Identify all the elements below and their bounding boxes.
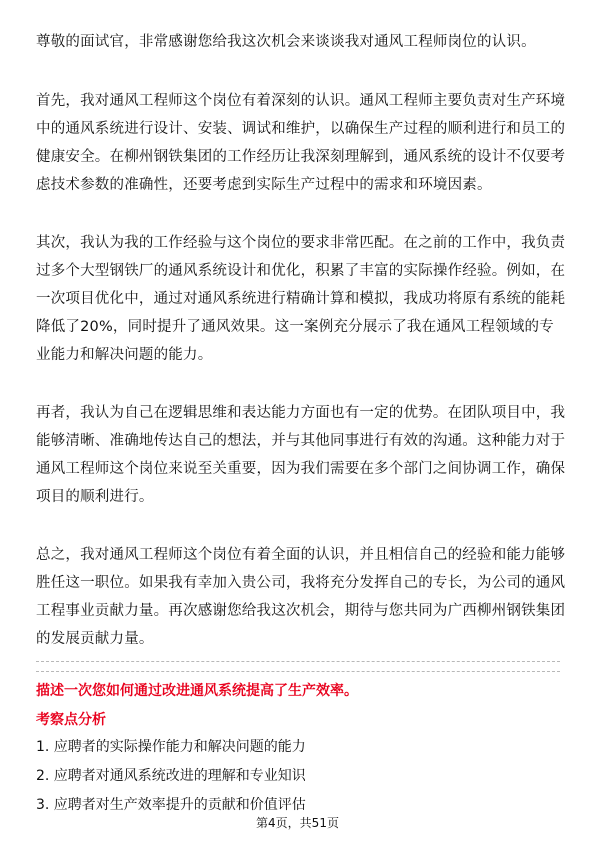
answer-paragraph-conclusion: 总之，我对通风工程师这个岗位有着全面的认识，并且相信自己的经验和能力能够胜任这一职位。如果我有幸加入贵公司，我将充分发挥自己的专长，为公司的通风工程事业贡献力量。再次感谢您给我这次机会，期待与您共同为广西柳州钢铁集团的发展贡献力量。 [36, 547, 566, 647]
interview-question: 描述一次您如何通过改进通风系统提高了生产效率。 [36, 683, 358, 699]
answer-paragraph-second: 其次，我认为我的工作经验与这个岗位的要求非常匹配。在之前的工作中，我负责过多个大型钢铁厂的通风系统设计和优化，积累了丰富的实际操作经验。例如，在一次项目优化中，通过对通风系统进行精确计算和模拟，我成功将原有系统的能耗降低了20%，同时提升了通风效果。这一案例充分展示了我在通风工程领域的专业能力和解决问题的能力。 [36, 235, 566, 363]
section-divider-top [36, 661, 560, 662]
analysis-point: 1. 应聘者的实际操作能力和解决问题的能力 [36, 739, 306, 755]
analysis-heading: 考察点分析 [36, 712, 106, 728]
answer-paragraph-third: 再者，我认为自己在逻辑思维和表达能力方面也有一定的优势。在团队项目中，我能够清晰、准确地传达自己的想法，并与其他同事进行有效的沟通。这种能力对于通风工程师这个岗位来说至关重要，因为我们需要在多个部门之间协调工作，确保项目的顺利进行。 [36, 405, 566, 505]
analysis-points-list [36, 733, 306, 820]
answer-paragraph-first: 首先，我对通风工程师这个岗位有着深刻的认识。通风工程师主要负责对生产环境中的通风系统进行设计、安装、调试和维护，以确保生产过程的顺利进行和员工的健康安全。在柳州钢铁集团的工作经历让我深刻理解到，通风系统的设计不仅要考虑技术参数的准确性，还要考虑到实际生产过程中的需求和环境因素。 [36, 93, 566, 193]
analysis-point: 2. 应聘者对通风系统改进的理解和专业知识 [36, 768, 306, 784]
answer-paragraph-greeting: 尊敬的面试官，非常感谢您给我这次机会来谈谈我对通风工程师岗位的认识。 [36, 34, 536, 50]
analysis-point: 3. 应聘者对生产效率提升的贡献和价值评估 [36, 797, 306, 813]
section-divider-bottom [36, 671, 560, 672]
page-number-footer: 第4页，共51页 [256, 816, 339, 830]
